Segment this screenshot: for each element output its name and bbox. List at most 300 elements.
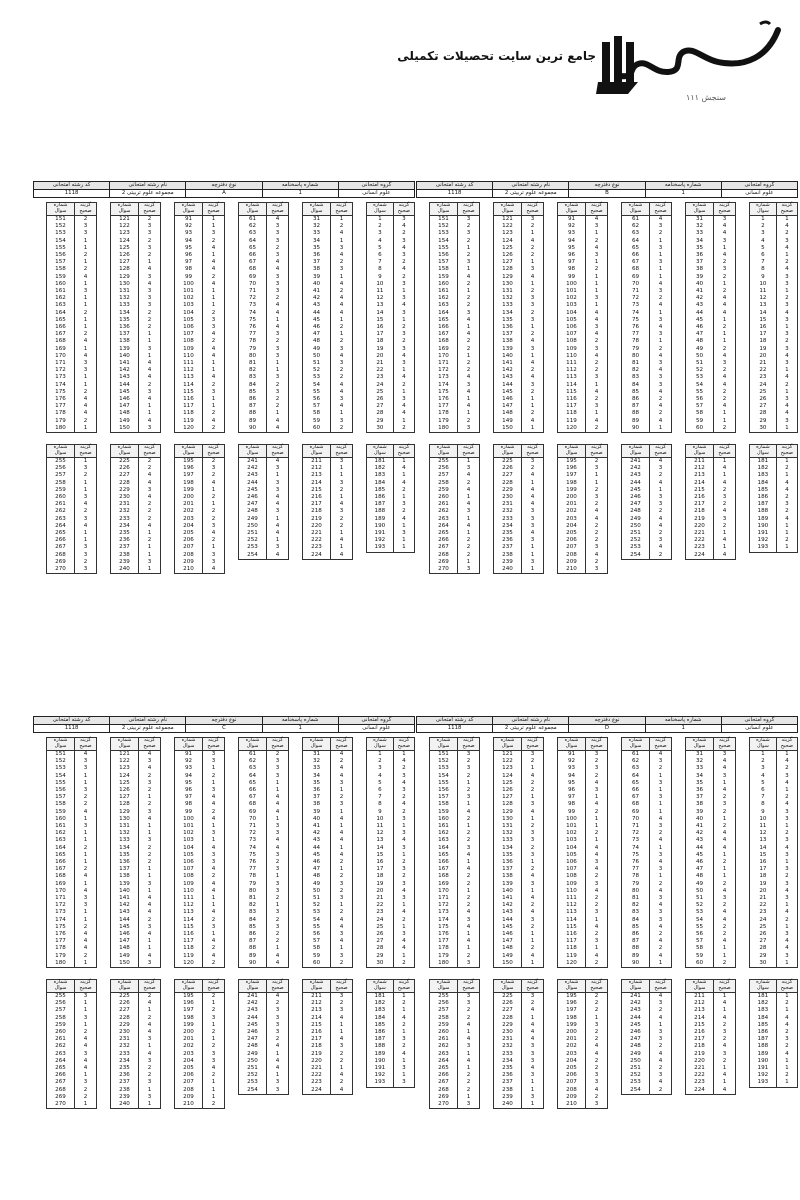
answer-row — [367, 252, 415, 259]
question-number: 233 — [111, 516, 139, 523]
question-number: 256 — [430, 1000, 458, 1007]
question-number: 17 — [367, 866, 394, 873]
answer-row — [239, 353, 289, 360]
question-number: 197 — [558, 472, 586, 479]
answer-row — [750, 252, 798, 259]
answer-row — [367, 494, 415, 501]
question-number: 93 — [175, 765, 203, 772]
correct-option: 4 — [331, 773, 353, 780]
answer-row — [558, 559, 608, 566]
correct-option: 2 — [458, 902, 480, 909]
answer-row — [558, 508, 608, 515]
correct-option: 1 — [458, 1065, 480, 1072]
question-number: 178 — [430, 945, 458, 952]
question-number: 269 — [430, 559, 458, 566]
question-number: 205 — [558, 1065, 586, 1072]
answer-row — [558, 953, 608, 960]
question-number: 158 — [47, 266, 75, 273]
answer-row — [367, 223, 415, 230]
field-key-number-label: شماره پاسخنامه — [645, 182, 721, 190]
question-number: 26 — [367, 396, 394, 403]
correct-option: 3 — [650, 494, 672, 501]
correct-option-header: گزینه صحیح — [714, 203, 736, 216]
question-number: 187 — [750, 1036, 777, 1043]
question-number: 224 — [686, 1087, 714, 1095]
answer-row — [111, 902, 161, 909]
correct-option: 2 — [458, 295, 480, 302]
answer-row — [430, 823, 480, 830]
answer-row — [47, 501, 97, 508]
answer-column-31 — [302, 737, 353, 968]
answer-row — [430, 1036, 480, 1043]
correct-option: 1 — [75, 324, 97, 331]
correct-option: 4 — [714, 1015, 736, 1022]
answer-row — [239, 360, 289, 367]
correct-option: 3 — [522, 216, 544, 224]
answer-row — [111, 480, 161, 487]
correct-option: 2 — [776, 259, 797, 266]
answer-row — [622, 993, 672, 1001]
correct-option: 4 — [393, 1015, 414, 1022]
answer-row — [111, 472, 161, 479]
field-key-number-value: 1 — [645, 725, 721, 733]
answer-row — [111, 223, 161, 230]
question-number-header: شماره سوال — [111, 738, 139, 751]
question-number: 106 — [558, 859, 586, 866]
question-number: 156 — [430, 252, 458, 259]
answer-row — [430, 780, 480, 787]
answer-column-241 — [621, 444, 672, 560]
answer-row — [558, 403, 608, 410]
question-number: 225 — [111, 993, 139, 1001]
correct-option: 3 — [393, 881, 414, 888]
question-number: 249 — [622, 516, 650, 523]
question-number: 106 — [175, 324, 203, 331]
answer-row — [622, 544, 672, 551]
question-number: 57 — [303, 938, 331, 945]
correct-option: 4 — [393, 245, 414, 252]
answer-row — [47, 1094, 97, 1101]
question-number: 75 — [239, 852, 267, 859]
correct-option: 3 — [331, 508, 353, 515]
correct-option: 2 — [522, 902, 544, 909]
correct-option: 1 — [393, 389, 414, 396]
field-group-value: علوم انسانی — [721, 725, 797, 733]
correct-option: 3 — [75, 544, 97, 551]
question-number: 36 — [686, 787, 714, 794]
question-number: 204 — [558, 523, 586, 530]
correct-option: 3 — [75, 758, 97, 765]
correct-option: 3 — [267, 389, 289, 396]
correct-option: 2 — [75, 508, 97, 515]
correct-option: 3 — [331, 346, 353, 353]
question-number: 61 — [622, 751, 650, 759]
correct-option: 3 — [586, 1101, 608, 1109]
correct-option: 3 — [139, 837, 161, 844]
question-number: 49 — [686, 881, 714, 888]
correct-option: 4 — [139, 895, 161, 902]
answer-row — [367, 230, 415, 237]
answer-row — [111, 794, 161, 801]
answer-row — [430, 816, 480, 823]
correct-option: 3 — [776, 809, 797, 816]
answer-column-91 — [557, 737, 608, 968]
answer-grid — [416, 737, 798, 1119]
question-number: 121 — [494, 216, 522, 224]
question-number: 24 — [750, 382, 777, 389]
question-number: 8 — [367, 266, 394, 273]
answer-row — [558, 259, 608, 266]
question-number: 158 — [430, 801, 458, 808]
correct-option: 3 — [522, 559, 544, 566]
answer-row — [175, 931, 225, 938]
answer-row — [175, 953, 225, 960]
question-number: 85 — [622, 389, 650, 396]
correct-option: 3 — [393, 1079, 414, 1087]
correct-option: 2 — [331, 425, 353, 433]
answer-row — [239, 751, 289, 759]
correct-option: 3 — [586, 403, 608, 410]
answer-row — [47, 552, 97, 559]
correct-option: 3 — [522, 508, 544, 515]
question-number: 149 — [494, 418, 522, 425]
question-number: 216 — [303, 494, 331, 501]
question-number: 78 — [239, 873, 267, 880]
answer-column-121 — [110, 202, 161, 433]
answer-column-241 — [238, 979, 289, 1095]
answer-row — [494, 787, 544, 794]
question-number: 171 — [430, 360, 458, 367]
question-number: 120 — [558, 425, 586, 433]
correct-option: 3 — [75, 494, 97, 501]
correct-option: 2 — [586, 1058, 608, 1065]
answer-row — [750, 238, 798, 245]
question-number: 6 — [367, 787, 394, 794]
question-number: 93 — [558, 765, 586, 772]
answer-row — [430, 1029, 480, 1036]
answer-row — [750, 530, 798, 537]
answer-row — [239, 403, 289, 410]
answer-row — [622, 1051, 672, 1058]
question-number: 190 — [367, 523, 394, 530]
question-number: 156 — [47, 787, 75, 794]
answer-row — [558, 552, 608, 559]
correct-option: 4 — [331, 501, 353, 508]
answer-row — [111, 324, 161, 331]
correct-option: 4 — [714, 917, 736, 924]
question-number: 45 — [686, 852, 714, 859]
correct-option: 3 — [650, 360, 672, 367]
correct-option: 2 — [650, 931, 672, 938]
answer-row — [430, 425, 480, 433]
correct-option: 4 — [776, 1015, 797, 1022]
question-number: 65 — [622, 245, 650, 252]
answer-row — [430, 537, 480, 544]
question-number: 213 — [686, 1007, 714, 1014]
correct-option: 2 — [776, 794, 797, 801]
question-number: 2 — [750, 223, 777, 230]
answer-row — [111, 403, 161, 410]
answer-row — [558, 537, 608, 544]
correct-option: 1 — [393, 317, 414, 324]
question-number: 180 — [430, 425, 458, 433]
answer-row — [303, 230, 353, 237]
answer-row — [47, 931, 97, 938]
question-number: 115 — [175, 389, 203, 396]
correct-option: 2 — [331, 1079, 353, 1086]
correct-option: 3 — [458, 1101, 480, 1109]
question-number: 242 — [622, 1000, 650, 1007]
correct-option: 3 — [458, 1043, 480, 1050]
answer-row — [558, 360, 608, 367]
answer-row — [622, 472, 672, 479]
correct-option: 4 — [714, 765, 736, 772]
answer-row — [622, 523, 672, 530]
answer-row — [430, 410, 480, 417]
question-number: 18 — [367, 338, 394, 345]
answer-row — [430, 801, 480, 808]
answer-row — [622, 1036, 672, 1043]
question-number: 152 — [47, 758, 75, 765]
question-number: 41 — [686, 288, 714, 295]
question-number: 226 — [111, 1000, 139, 1007]
answer-row — [111, 1029, 161, 1036]
answer-row — [558, 1087, 608, 1094]
question-number: 82 — [239, 902, 267, 909]
question-number: 257 — [47, 1007, 75, 1014]
question-number: 67 — [239, 259, 267, 266]
answer-row — [367, 873, 415, 880]
correct-option: 2 — [331, 259, 353, 266]
correct-option: 1 — [393, 1029, 414, 1036]
question-number: 213 — [303, 472, 331, 479]
correct-option: 2 — [393, 1000, 414, 1007]
answer-grid — [33, 202, 415, 584]
answer-row — [111, 938, 161, 945]
question-number: 182 — [367, 465, 394, 472]
question-number: 106 — [175, 859, 203, 866]
question-number: 186 — [750, 1029, 777, 1036]
question-number: 98 — [558, 266, 586, 273]
answer-row — [239, 346, 289, 353]
correct-option: 4 — [331, 389, 353, 396]
answer-row — [558, 773, 608, 780]
answer-row — [175, 816, 225, 823]
question-number: 39 — [686, 809, 714, 816]
question-number: 72 — [622, 830, 650, 837]
question-number: 92 — [175, 758, 203, 765]
question-number: 227 — [494, 472, 522, 479]
answer-row — [558, 230, 608, 237]
question-number: 214 — [686, 480, 714, 487]
question-number: 42 — [686, 295, 714, 302]
answer-row — [47, 353, 97, 360]
question-number: 8 — [367, 801, 394, 808]
answer-row — [494, 1029, 544, 1036]
question-number: 174 — [430, 917, 458, 924]
answer-row — [303, 245, 353, 252]
question-number: 142 — [111, 902, 139, 909]
answer-row — [175, 938, 225, 945]
question-number: 48 — [303, 338, 331, 345]
answer-row — [622, 945, 672, 952]
answer-row — [430, 353, 480, 360]
correct-option-header: گزینه صحیح — [75, 738, 97, 751]
correct-option: 2 — [650, 765, 672, 772]
correct-option: 4 — [139, 360, 161, 367]
answer-row — [175, 480, 225, 487]
answer-row — [622, 480, 672, 487]
answer-row — [430, 552, 480, 559]
correct-option: 2 — [586, 487, 608, 494]
correct-option: 4 — [522, 494, 544, 501]
field-name-label: نام رشته امتحانی — [493, 717, 569, 725]
correct-option: 2 — [522, 1000, 544, 1007]
field-booklet-type-label: نوع دفترچه — [186, 182, 262, 190]
correct-option: 4 — [714, 223, 736, 230]
answer-row — [111, 1022, 161, 1029]
correct-option: 3 — [267, 230, 289, 237]
question-number: 163 — [430, 837, 458, 844]
question-number: 204 — [558, 1058, 586, 1065]
question-number: 212 — [303, 1000, 331, 1007]
question-number: 49 — [303, 346, 331, 353]
question-number: 29 — [367, 953, 394, 960]
correct-option: 3 — [331, 1007, 353, 1014]
correct-option: 2 — [586, 773, 608, 780]
answer-row — [558, 465, 608, 472]
correct-option: 1 — [203, 902, 225, 909]
answer-row — [558, 288, 608, 295]
question-number: 239 — [494, 1094, 522, 1101]
answer-row — [686, 465, 736, 472]
question-number: 230 — [111, 494, 139, 501]
correct-option: 2 — [267, 895, 289, 902]
answer-row — [750, 367, 798, 374]
question-number: 83 — [622, 909, 650, 916]
question-number: 103 — [558, 302, 586, 309]
question-number: 20 — [367, 353, 394, 360]
correct-option: 3 — [75, 1051, 97, 1058]
question-number: 101 — [558, 288, 586, 295]
question-number: 228 — [111, 1015, 139, 1022]
question-number: 185 — [750, 487, 777, 494]
correct-option: 2 — [139, 465, 161, 472]
answer-row — [239, 773, 289, 780]
question-number: 142 — [494, 367, 522, 374]
answer-row — [111, 1036, 161, 1043]
correct-option: 3 — [139, 559, 161, 566]
answer-row — [111, 1079, 161, 1086]
correct-option: 1 — [458, 931, 480, 938]
answer-row — [494, 382, 544, 389]
correct-option: 4 — [776, 1051, 797, 1058]
correct-option: 1 — [139, 945, 161, 952]
question-number: 26 — [750, 931, 777, 938]
answer-row — [622, 917, 672, 924]
correct-option: 2 — [393, 1043, 414, 1050]
correct-option: 4 — [75, 938, 97, 945]
answer-row — [430, 252, 480, 259]
answer-row — [750, 837, 798, 844]
correct-option: 3 — [393, 1065, 414, 1072]
answer-row — [111, 537, 161, 544]
question-number: 143 — [111, 374, 139, 381]
question-number: 152 — [47, 223, 75, 230]
answer-row — [558, 410, 608, 417]
answer-row — [750, 873, 798, 880]
question-number: 97 — [558, 259, 586, 266]
question-number: 131 — [494, 288, 522, 295]
question-number: 136 — [494, 859, 522, 866]
correct-option: 1 — [331, 902, 353, 909]
correct-option: 2 — [714, 501, 736, 508]
answer-row — [622, 801, 672, 808]
question-number-header: شماره سوال — [111, 445, 139, 458]
question-number: 149 — [111, 953, 139, 960]
question-number: 39 — [686, 274, 714, 281]
correct-option: 3 — [331, 1043, 353, 1050]
answer-row — [686, 302, 736, 309]
sheet-header — [33, 181, 415, 198]
answer-row — [750, 230, 798, 237]
answer-row — [175, 917, 225, 924]
question-number: 103 — [558, 837, 586, 844]
correct-option: 1 — [75, 530, 97, 537]
correct-option: 1 — [203, 1094, 225, 1101]
answer-row — [47, 765, 97, 772]
correct-option: 1 — [714, 816, 736, 823]
correct-option: 1 — [458, 410, 480, 417]
question-number: 213 — [303, 1007, 331, 1014]
question-number-header: شماره سوال — [239, 203, 267, 216]
question-number: 56 — [686, 396, 714, 403]
answer-row — [175, 530, 225, 537]
question-number: 72 — [239, 295, 267, 302]
question-number: 205 — [175, 1065, 203, 1072]
question-number: 138 — [111, 338, 139, 345]
answer-row — [239, 530, 289, 537]
correct-option: 3 — [458, 960, 480, 968]
answer-row — [622, 403, 672, 410]
answer-row — [430, 516, 480, 523]
question-number: 131 — [494, 823, 522, 830]
answer-row — [622, 245, 672, 252]
question-number: 245 — [622, 487, 650, 494]
question-number: 165 — [47, 852, 75, 859]
answer-row — [750, 1043, 798, 1050]
correct-option: 2 — [393, 960, 414, 968]
correct-option: 4 — [331, 938, 353, 945]
correct-option: 3 — [393, 787, 414, 794]
correct-option-header: گزینه صحیح — [139, 203, 161, 216]
answer-row — [430, 403, 480, 410]
answer-row — [175, 537, 225, 544]
correct-option: 3 — [393, 216, 414, 224]
correct-option: 2 — [331, 374, 353, 381]
question-number: 202 — [175, 508, 203, 515]
answer-row — [558, 281, 608, 288]
question-number: 247 — [622, 501, 650, 508]
question-number: 174 — [47, 382, 75, 389]
correct-option: 1 — [458, 1029, 480, 1036]
correct-option: 3 — [458, 794, 480, 801]
question-number: 222 — [686, 537, 714, 544]
correct-option: 1 — [139, 530, 161, 537]
answer-row — [494, 223, 544, 230]
question-number: 53 — [686, 909, 714, 916]
answer-row — [175, 324, 225, 331]
